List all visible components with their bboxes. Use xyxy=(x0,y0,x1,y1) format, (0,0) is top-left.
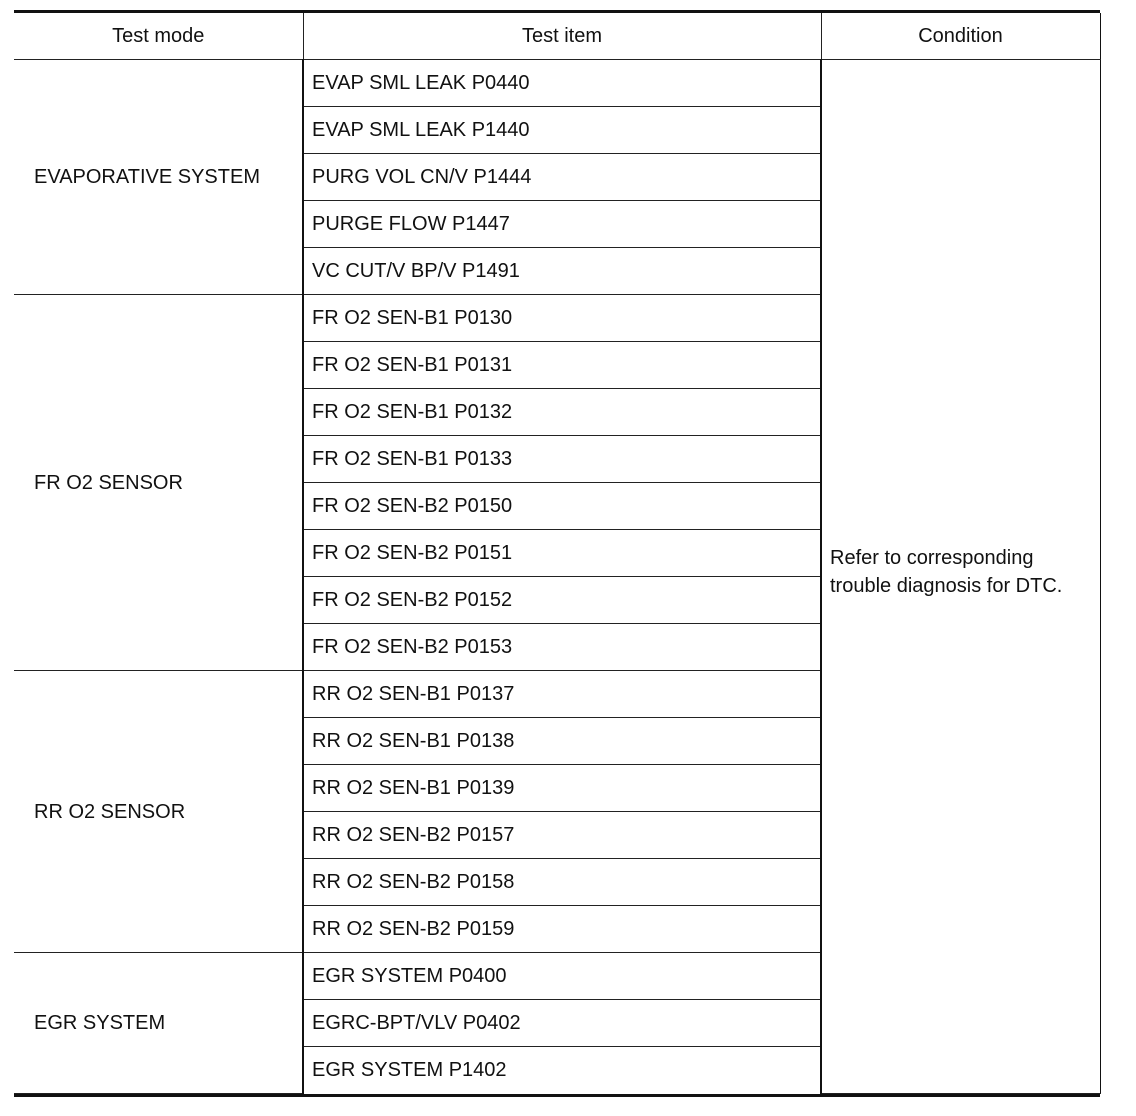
header-test-item: Test item xyxy=(303,13,821,60)
test-item-cell: FR O2 SEN-B2 P0150 xyxy=(303,483,821,530)
test-item-cell: EVAP SML LEAK P0440 xyxy=(303,60,821,107)
test-item-cell: FR O2 SEN-B2 P0151 xyxy=(303,530,821,577)
test-item-cell: RR O2 SEN-B1 P0138 xyxy=(303,718,821,765)
test-item-cell: EVAP SML LEAK P1440 xyxy=(303,107,821,154)
test-item-cell: FR O2 SEN-B1 P0132 xyxy=(303,389,821,436)
test-item-cell: FR O2 SEN-B1 P0130 xyxy=(303,295,821,342)
test-item-cell: RR O2 SEN-B1 P0139 xyxy=(303,765,821,812)
test-item-cell: EGR SYSTEM P0400 xyxy=(303,953,821,1000)
test-item-cell: VC CUT/V BP/V P1491 xyxy=(303,248,821,295)
test-mode-cell: EGR SYSTEM xyxy=(14,953,303,1094)
test-item-cell: RR O2 SEN-B2 P0159 xyxy=(303,906,821,953)
header-row xyxy=(14,13,1100,60)
dtc-table-container xyxy=(14,10,1100,1097)
condition-cell xyxy=(821,60,1100,1094)
test-item-cell: FR O2 SEN-B1 P0131 xyxy=(303,342,821,389)
test-item-cell: FR O2 SEN-B1 P0133 xyxy=(303,436,821,483)
test-item-cell: PURG VOL CN/V P1444 xyxy=(303,154,821,201)
test-item-cell: EGRC-BPT/VLV P0402 xyxy=(303,1000,821,1047)
test-mode-cell: EVAPORATIVE SYSTEM xyxy=(14,60,303,295)
test-item-cell: PURGE FLOW P1447 xyxy=(303,201,821,248)
test-item-cell: FR O2 SEN-B2 P0153 xyxy=(303,624,821,671)
table-row xyxy=(14,60,1100,107)
table-body xyxy=(14,60,1100,1094)
test-item-cell: RR O2 SEN-B1 P0137 xyxy=(303,671,821,718)
test-mode-cell: FR O2 SENSOR xyxy=(14,295,303,671)
test-item-cell: RR O2 SEN-B2 P0158 xyxy=(303,859,821,906)
test-item-cell: EGR SYSTEM P1402 xyxy=(303,1047,821,1094)
dtc-test-table xyxy=(14,13,1101,1094)
test-item-cell: FR O2 SEN-B2 P0152 xyxy=(303,577,821,624)
test-mode-cell: RR O2 SENSOR xyxy=(14,671,303,953)
test-item-cell: RR O2 SEN-B2 P0157 xyxy=(303,812,821,859)
condition-text: Refer to corresponding trouble diagnosis for DTC. xyxy=(830,547,1063,597)
header-test-mode: Test mode xyxy=(14,13,303,60)
header-condition: Condition xyxy=(821,13,1100,60)
